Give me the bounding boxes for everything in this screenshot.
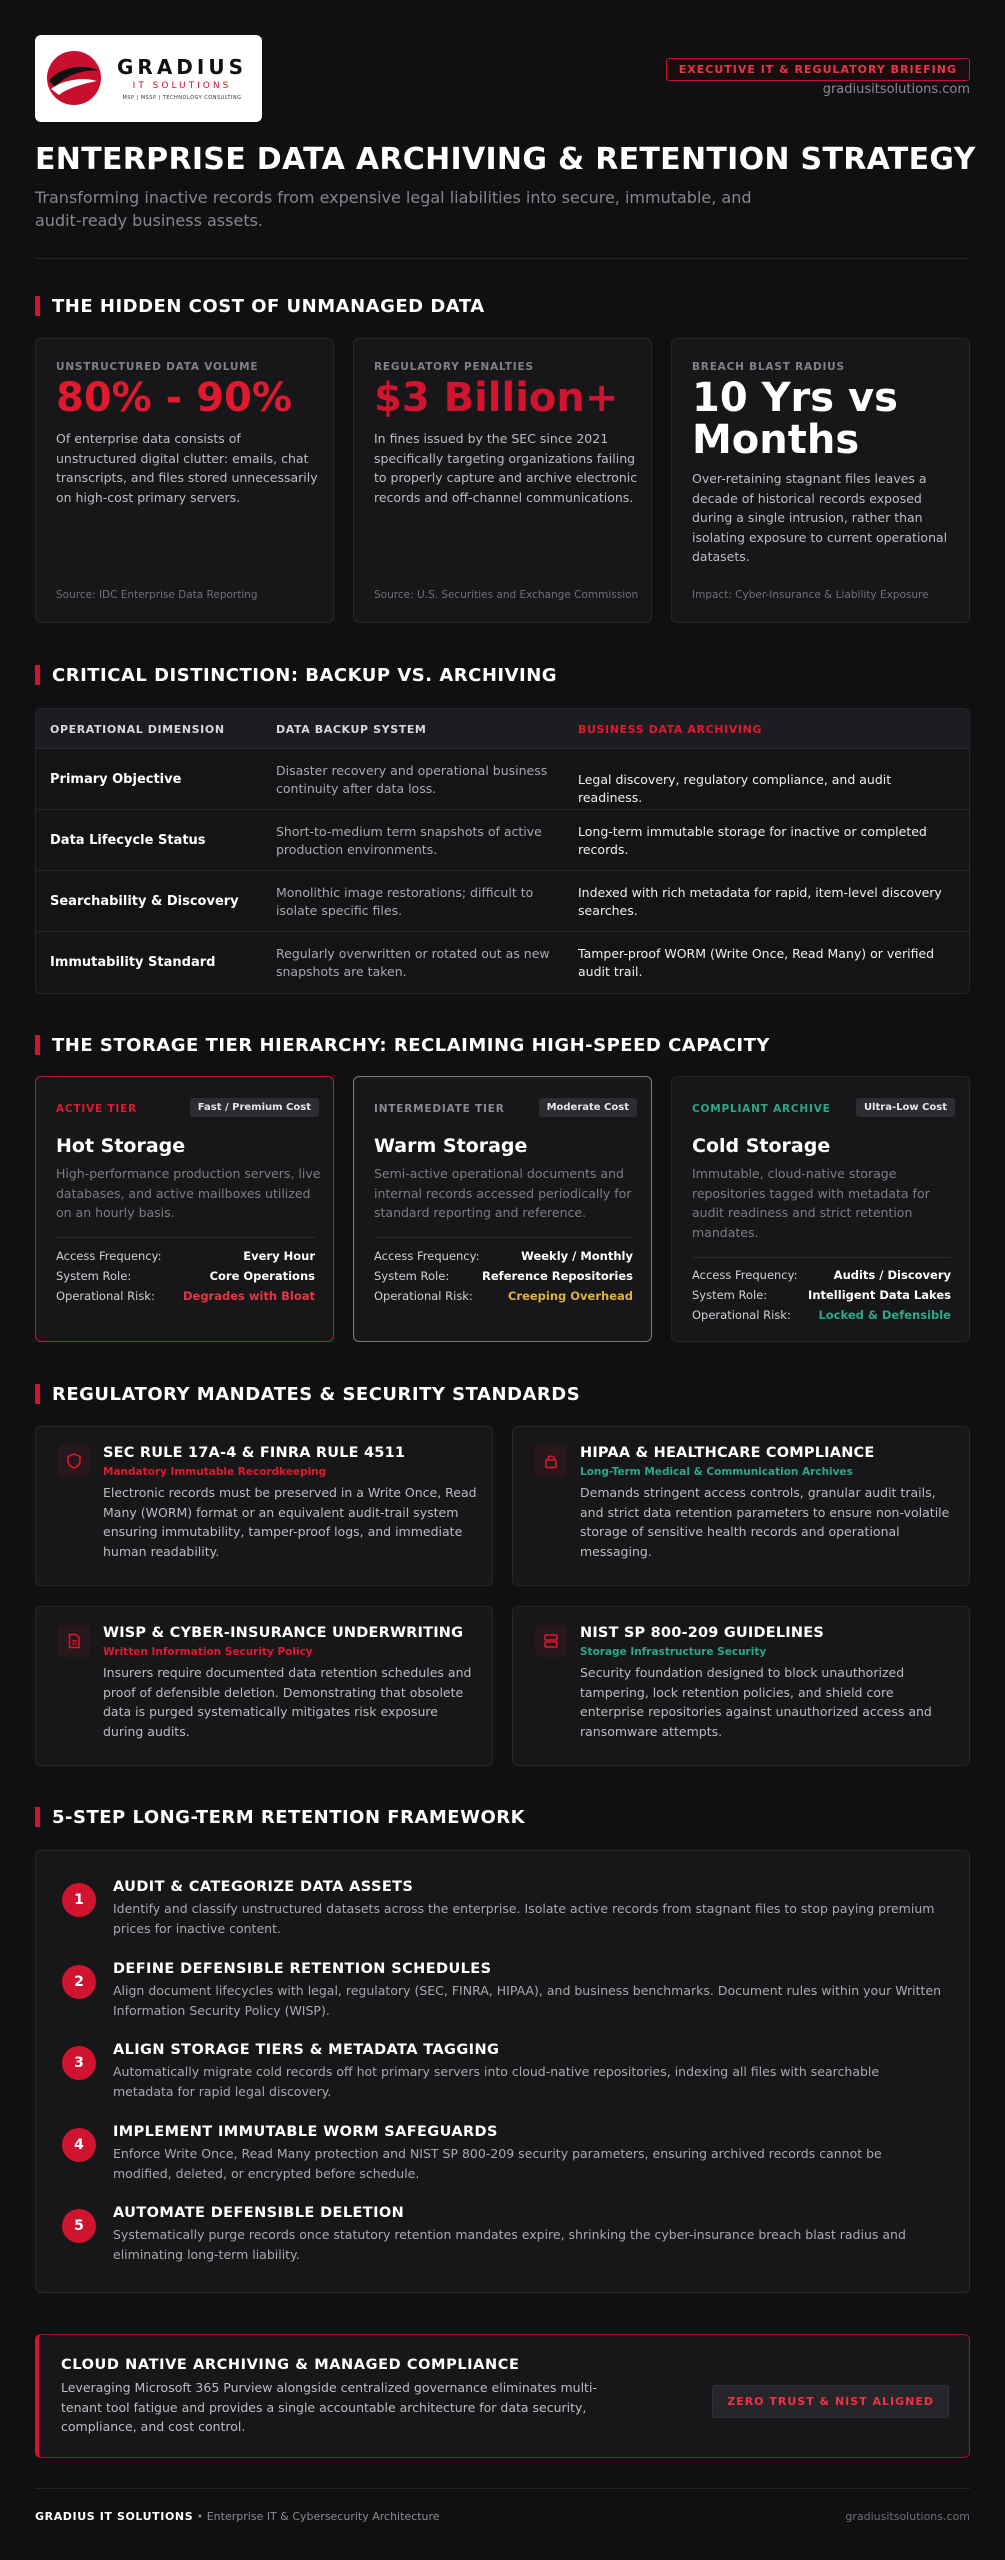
mandate-card-sec-finra: [35, 1426, 493, 1586]
tier-cost-badge: Fast / Premium Cost: [190, 1098, 319, 1117]
tier-row-label: Operational Risk:: [692, 1308, 791, 1322]
stat-label: REGULATORY PENALTIES: [374, 361, 534, 373]
tier-divider: [374, 1237, 633, 1238]
table-cell-dimension: Data Lifecycle Status: [50, 833, 206, 848]
mandate-title: HIPAA & HEALTHCARE COMPLIANCE: [580, 1445, 875, 1461]
tier-row-value: Locked & Defensible: [818, 1308, 951, 1322]
tier-divider: [692, 1257, 951, 1258]
mandate-card-nist: [512, 1606, 970, 1766]
step-title: IMPLEMENT IMMUTABLE WORM SAFEGUARDS: [113, 2124, 498, 2140]
tier-row-label: Access Frequency:: [692, 1268, 798, 1282]
mandate-card-wisp: [35, 1606, 493, 1766]
step-description: Automatically migrate cold records off hot primary servers into cloud-native repositories, indexing all files with searchable metadata for rapid legal discovery.: [113, 2064, 880, 2099]
tier-name: Cold Storage: [692, 1135, 831, 1157]
section-title: THE HIDDEN COST OF UNMANAGED DATA: [52, 295, 485, 317]
table-row: [36, 871, 970, 932]
mandate-title: SEC RULE 17A-4 & FINRA RULE 4511: [103, 1445, 406, 1461]
section-accent-bar: [35, 1384, 40, 1404]
tier-row-label: Operational Risk:: [374, 1289, 473, 1303]
step-description: Identify and classify unstructured datasets across the enterprise. Isolate active records from stagnant files to stop paying premium prices for inactive content.: [113, 1901, 935, 1936]
stat-value: $3 Billion+: [374, 375, 619, 421]
table-cell-archive: Tamper-proof WORM (Write Once, Read Many) or verified audit trail.: [578, 946, 935, 979]
logo-swoosh-icon: [45, 49, 103, 107]
cta-description: Leveraging Microsoft 365 Purview alongside centralized governance eliminates multi-tenant tool fatigue and provides a single accountable architecture for data security, compliance, and cost control.: [61, 2380, 597, 2434]
step-title: AUDIT & CATEGORIZE DATA ASSETS: [113, 1879, 414, 1895]
tier-row-label: System Role:: [692, 1288, 768, 1302]
header-site-link[interactable]: gradiusitsolutions.com: [822, 82, 970, 97]
stat-label: BREACH BLAST RADIUS: [692, 361, 845, 373]
tier-name: Hot Storage: [56, 1135, 186, 1157]
step-number: 4: [62, 2128, 96, 2162]
column-header: OPERATIONAL DIMENSION: [50, 723, 225, 736]
tier-row-value: Weekly / Monthly: [521, 1249, 633, 1263]
tier-row-value: Creeping Overhead: [507, 1289, 633, 1303]
tier-card-cold: [671, 1076, 970, 1342]
step-title: ALIGN STORAGE TIERS & METADATA TAGGING: [113, 2042, 500, 2058]
step-title: DEFINE DEFENSIBLE RETENTION SCHEDULES: [113, 1961, 492, 1977]
mandate-description: Demands stringent access controls, granular audit trails, and strict data retention parameters to ensure non-volatile storage of sensitive health records and operational messaging.: [580, 1485, 950, 1559]
mandate-description: Security foundation designed to block unauthorized tampering, lock retention policies, and shield core enterprise repositories against unauthorized access and ransomware attempts.: [580, 1665, 932, 1739]
table-cell-backup: Short-to-medium term snapshots of active production environments.: [276, 824, 542, 857]
section-heading-backup-vs-archiving: [35, 664, 557, 686]
tier-row-value: Audits / Discovery: [833, 1268, 951, 1282]
comparison-table: [35, 708, 970, 994]
section-accent-bar: [35, 665, 40, 685]
tier-row-label: Access Frequency:: [374, 1249, 480, 1263]
tier-name: Warm Storage: [374, 1135, 528, 1157]
mandate-title: WISP & CYBER-INSURANCE UNDERWRITING: [103, 1625, 464, 1641]
footer-brand-name: GRADIUS IT SOLUTIONS: [35, 2510, 194, 2523]
tier-description: Semi-active operational documents and internal records accessed periodically for standard reporting and reference.: [374, 1166, 632, 1220]
stat-card-regulatory-penalties: [353, 338, 652, 623]
step-number: 2: [62, 1965, 96, 1999]
section-heading-hidden-cost: [35, 295, 485, 317]
column-header: DATA BACKUP SYSTEM: [276, 723, 427, 736]
stat-description: Over-retaining stagnant files leaves a decade of historical records exposed during a single intrusion, rather than isolating exposure to current operational datasets.: [692, 471, 948, 564]
section-heading-regulatory: [35, 1383, 580, 1405]
section-accent-bar: [35, 1807, 40, 1827]
step-number: 1: [62, 1883, 96, 1917]
mandate-subtitle: Written Information Security Policy: [103, 1646, 313, 1658]
tier-row-value: Degrades with Bloat: [182, 1289, 315, 1303]
section-title: THE STORAGE TIER HIERARCHY: RECLAIMING HIGH-SPEED CAPACITY: [52, 1034, 770, 1056]
zero-trust-badge: ZERO TRUST & NIST ALIGNED: [712, 2385, 949, 2418]
section-title: CRITICAL DISTINCTION: BACKUP VS. ARCHIVING: [52, 664, 558, 686]
table-cell-dimension: Searchability & Discovery: [50, 894, 239, 909]
mandate-subtitle: Mandatory Immutable Recordkeeping: [103, 1466, 327, 1478]
table-cell-archive: Indexed with rich metadata for rapid, item-level discovery searches.: [578, 885, 942, 918]
tier-row-label: System Role:: [374, 1269, 450, 1283]
table-row: [36, 810, 970, 871]
step-number: 5: [62, 2209, 96, 2243]
tier-card-hot: [35, 1076, 334, 1342]
table-cell-dimension: Immutability Standard: [50, 955, 216, 970]
stat-value: 10 Yrs vs Months: [692, 375, 898, 463]
tier-row-value: Every Hour: [243, 1249, 315, 1263]
step-number: 3: [62, 2046, 96, 2080]
tier-card-warm: [353, 1076, 652, 1342]
stat-card-data-volume: [35, 338, 334, 623]
table-header: [36, 709, 970, 749]
stat-description: In fines issued by the SEC since 2021 specifically targeting organizations failing to properly capture and archive electronic records and off-channel communications.: [374, 431, 638, 505]
tier-row-value: Reference Repositories: [482, 1269, 633, 1283]
section-title: REGULATORY MANDATES & SECURITY STANDARDS: [52, 1383, 581, 1405]
tier-row-label: System Role:: [56, 1269, 132, 1283]
footer-site-link[interactable]: gradiusitsolutions.com: [845, 2510, 970, 2523]
cta-title: CLOUD NATIVE ARCHIVING & MANAGED COMPLIANCE: [61, 2357, 520, 2373]
table-cell-backup: Disaster recovery and operational business continuity after data loss.: [276, 763, 548, 796]
mandate-subtitle: Long-Term Medical & Communication Archives: [580, 1466, 853, 1478]
tier-divider: [56, 1237, 315, 1238]
document-icon: [58, 1625, 90, 1657]
stat-label: UNSTRUCTURED DATA VOLUME: [56, 361, 259, 373]
mandate-subtitle: Storage Infrastructure Security: [580, 1646, 767, 1658]
stat-source: Impact: Cyber-Insurance & Liability Exposure: [692, 589, 929, 601]
stat-description: Of enterprise data consists of unstructured digital clutter: emails, chat transcripts, and files stored unnecessarily on high-cost primary servers.: [56, 431, 318, 505]
cta-panel: [35, 2334, 970, 2458]
table-cell-backup: Regularly overwritten or rotated out as new snapshots are taken.: [276, 946, 550, 979]
tier-row-label: Operational Risk:: [56, 1289, 155, 1303]
section-heading-storage-tiers: [35, 1034, 770, 1056]
section-accent-bar: [35, 296, 40, 316]
stat-source: Source: IDC Enterprise Data Reporting: [56, 589, 258, 601]
tier-row-value: Core Operations: [209, 1269, 315, 1283]
tier-row-label: Access Frequency:: [56, 1249, 162, 1263]
footer-brand: [35, 2510, 440, 2523]
stat-source: Source: U.S. Securities and Exchange Commission: [374, 589, 639, 601]
mandate-description: Insurers require documented data retention schedules and proof of defensible deletion. Demonstrating that obsolete data is purged systematically mitigates risk exposure during audits.: [103, 1665, 472, 1739]
step-description: Align document lifecycles with legal, regulatory (SEC, FINRA, HIPAA), and business benchmarks. Document rules within your Written Information Security Policy (WISP).: [113, 1983, 942, 2018]
stat-value: 80% - 90%: [56, 375, 292, 421]
tier-label: COMPLIANT ARCHIVE: [692, 1103, 831, 1115]
tier-label: ACTIVE TIER: [56, 1103, 137, 1115]
table-cell-dimension: Primary Objective: [50, 772, 182, 787]
tier-row-value: Intelligent Data Lakes: [808, 1288, 951, 1302]
section-heading-framework: [35, 1806, 525, 1828]
tier-cost-badge: Moderate Cost: [539, 1098, 637, 1117]
page-title: ENTERPRISE DATA ARCHIVING & RETENTION STRATEGY: [35, 142, 976, 177]
step-description: Enforce Write Once, Read Many protection and NIST SP 800-209 security parameters, ensuring archived records cannot be modified, deleted, or encrypted before schedule.: [113, 2146, 882, 2181]
tier-description: Immutable, cloud-native storage repositories tagged with metadata for audit readiness and strict retention mandates.: [692, 1166, 930, 1240]
page-subtitle: Transforming inactive records from expensive legal liabilities into secure, immutable, and audit-ready business assets.: [35, 188, 752, 230]
logo-subtitle: IT SOLUTIONS: [132, 81, 232, 91]
column-header: BUSINESS DATA ARCHIVING: [578, 723, 763, 736]
logo-name: GRADIUS: [117, 55, 247, 79]
table-cell-backup: Monolithic image restorations; difficult to isolate specific files.: [276, 885, 534, 918]
header-divider: [35, 258, 970, 259]
tier-cost-badge: Ultra-Low Cost: [856, 1098, 955, 1117]
step-title: AUTOMATE DEFENSIBLE DELETION: [113, 2205, 405, 2221]
footer-divider: [35, 2488, 970, 2489]
company-logo[interactable]: [35, 35, 262, 122]
lock-icon: [535, 1445, 567, 1477]
table-cell-archive: Long-term immutable storage for inactive or completed records.: [578, 824, 927, 857]
mandate-title: NIST SP 800-209 GUIDELINES: [580, 1625, 824, 1641]
section-accent-bar: [35, 1035, 40, 1055]
table-cell-archive: Legal discovery, regulatory compliance, and audit readiness.: [578, 772, 892, 805]
server-icon: [535, 1625, 567, 1657]
logo-tagline: MSP | MSSP | TECHNOLOGY CONSULTING: [122, 95, 242, 101]
mandate-description: Electronic records must be preserved in a Write Once, Read Many (WORM) format or an equivalent audit-trail system ensuring immutability, tamper-proof logs, and immediate human readability.: [103, 1485, 477, 1559]
table-row: [36, 749, 970, 810]
table-row: [36, 932, 970, 993]
section-title: 5-STEP LONG-TERM RETENTION FRAMEWORK: [52, 1806, 526, 1828]
stat-card-breach-radius: [671, 338, 970, 623]
framework-steps: [35, 1850, 970, 2293]
tier-label: INTERMEDIATE TIER: [374, 1103, 505, 1115]
footer-tagline: • Enterprise IT & Cybersecurity Architecture: [196, 2510, 440, 2523]
briefing-badge: EXECUTIVE IT & REGULATORY BRIEFING: [666, 58, 970, 81]
mandate-card-hipaa: [512, 1426, 970, 1586]
shield-icon: [58, 1445, 90, 1477]
step-description: Systematically purge records once statutory retention mandates expire, shrinking the cyber-insurance breach blast radius and eliminating long-term liability.: [113, 2227, 906, 2262]
tier-description: High-performance production servers, live databases, and active mailboxes utilized on an hourly basis.: [56, 1166, 321, 1220]
